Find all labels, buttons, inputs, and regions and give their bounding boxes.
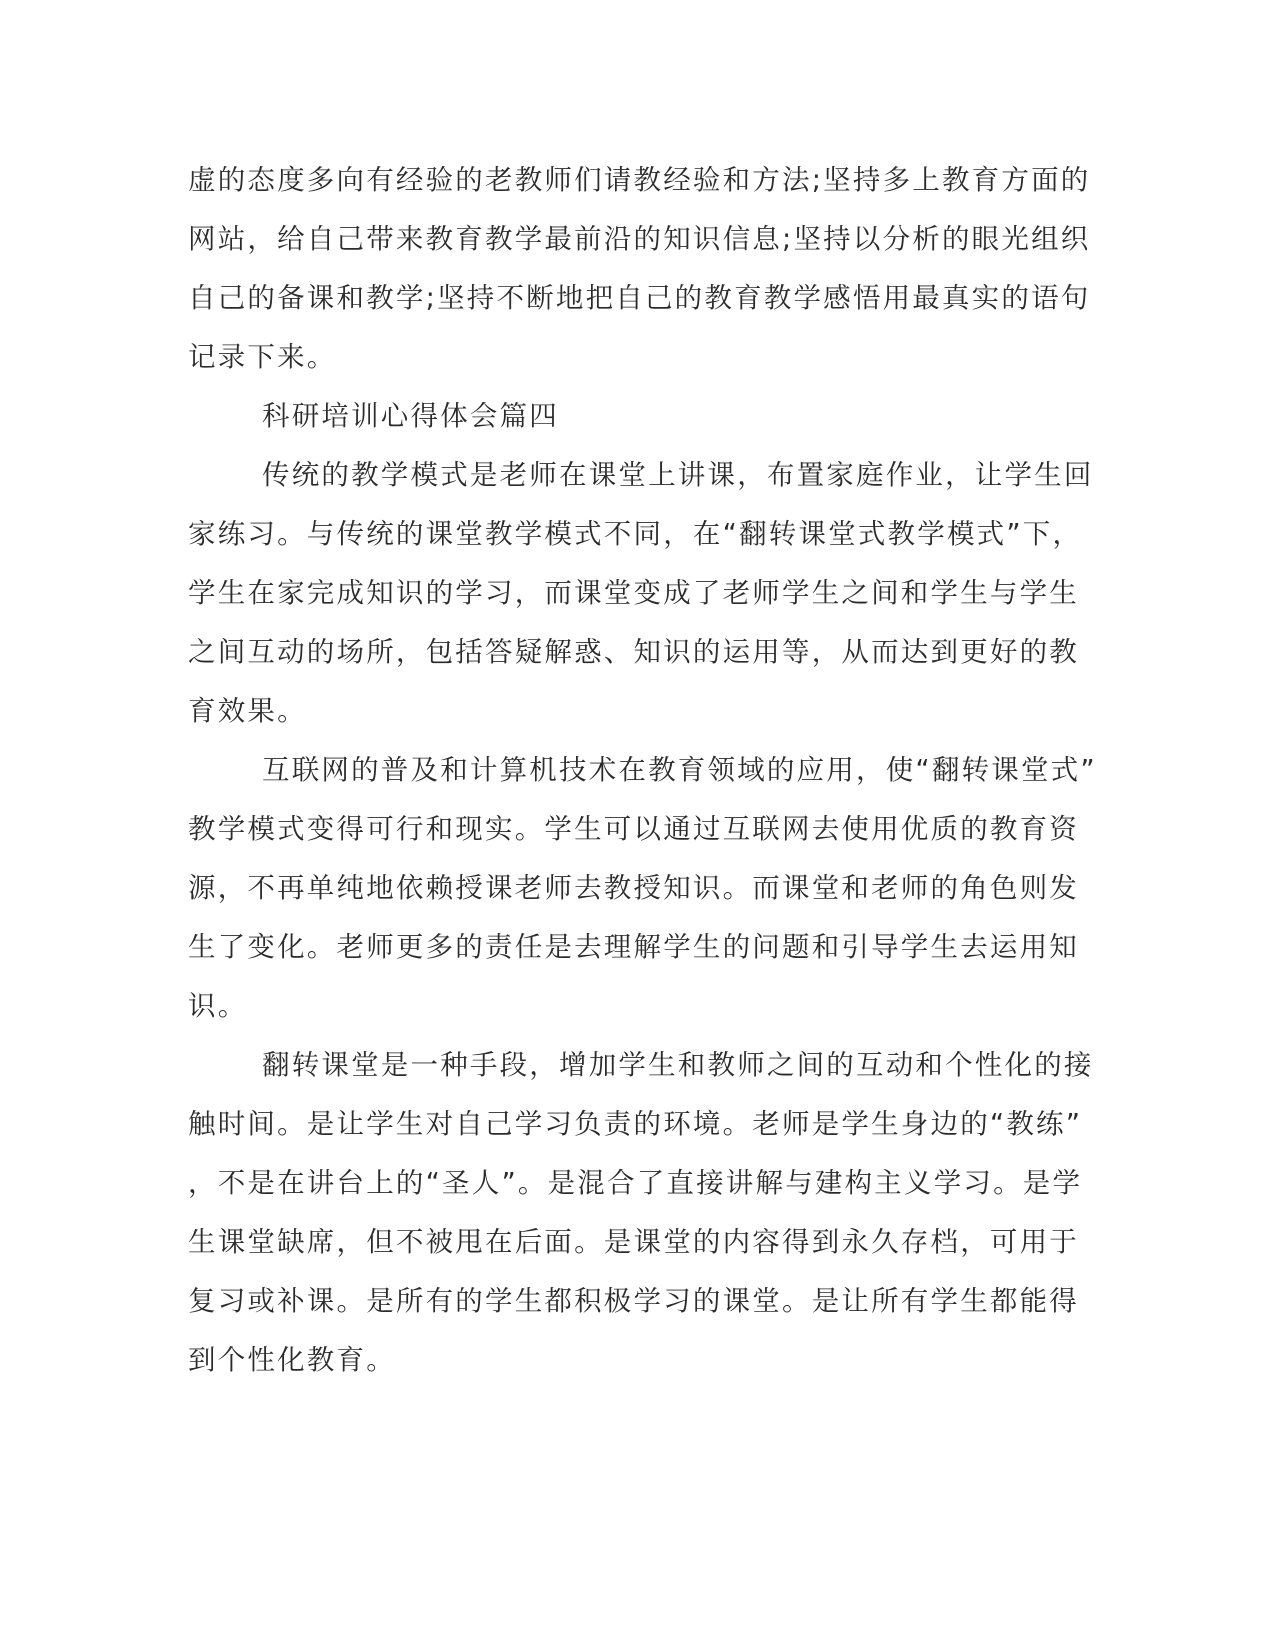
paragraph-1-line: 育效果。 xyxy=(188,695,307,727)
paragraph-3-line: 到个性化教育。 xyxy=(188,1344,396,1376)
body-text-line: 记录下来。 xyxy=(188,341,337,373)
paragraph-2-line: 生了变化。老师更多的责任是去理解学生的问题和引导学生去运用知 xyxy=(188,931,1079,963)
section-title: 科研培训心得体会篇四 xyxy=(262,400,559,432)
paragraph-3-line: ，不是在讲台上的“圣人”。是混合了直接讲解与建构主义学习。是学 xyxy=(188,1167,1083,1199)
paragraph-2-line: 教学模式变得可行和现实。学生可以通过互联网去使用优质的教育资 xyxy=(188,813,1079,845)
paragraph-3-line: 生课堂缺席，但不被甩在后面。是课堂的内容得到永久存档，可用于 xyxy=(188,1226,1079,1258)
body-text-line: 自己的备课和教学;坚持不断地把自己的教育教学感悟用最真实的语句 xyxy=(188,282,1091,314)
paragraph-2-line: 源，不再单纯地依赖授课老师去教授知识。而课堂和老师的角色则发 xyxy=(188,872,1079,904)
paragraph-3-line: 复习或补课。是所有的学生都积极学习的课堂。是让所有学生都能得 xyxy=(188,1285,1079,1317)
paragraph-2-line: 互联网的普及和计算机技术在教育领域的应用，使“翻转课堂式” xyxy=(262,754,1097,786)
paragraph-1-line: 家练习。与传统的课堂教学模式不同，在“翻转课堂式教学模式”下， xyxy=(188,518,1083,550)
body-text-line: 虚的态度多向有经验的老教师们请教经验和方法;坚持多上教育方面的 xyxy=(188,164,1091,196)
paragraph-1-line: 学生在家完成知识的学习，而课堂变成了老师学生之间和学生与学生 xyxy=(188,577,1079,609)
body-text-line: 网站，给自己带来教育教学最前沿的知识信息;坚持以分析的眼光组织 xyxy=(188,223,1091,255)
paragraph-1-line: 之间互动的场所，包括答疑解惑、知识的运用等，从而达到更好的教 xyxy=(188,636,1079,668)
paragraph-3-line: 翻转课堂是一种手段，增加学生和教师之间的互动和个性化的接 xyxy=(262,1049,1094,1081)
paragraph-2-line: 识。 xyxy=(188,990,248,1022)
paragraph-3-line: 触时间。是让学生对自己学习负责的环境。老师是学生身边的“教练” xyxy=(188,1108,1083,1140)
paragraph-1-line: 传统的教学模式是老师在课堂上讲课，布置家庭作业，让学生回 xyxy=(262,459,1094,491)
